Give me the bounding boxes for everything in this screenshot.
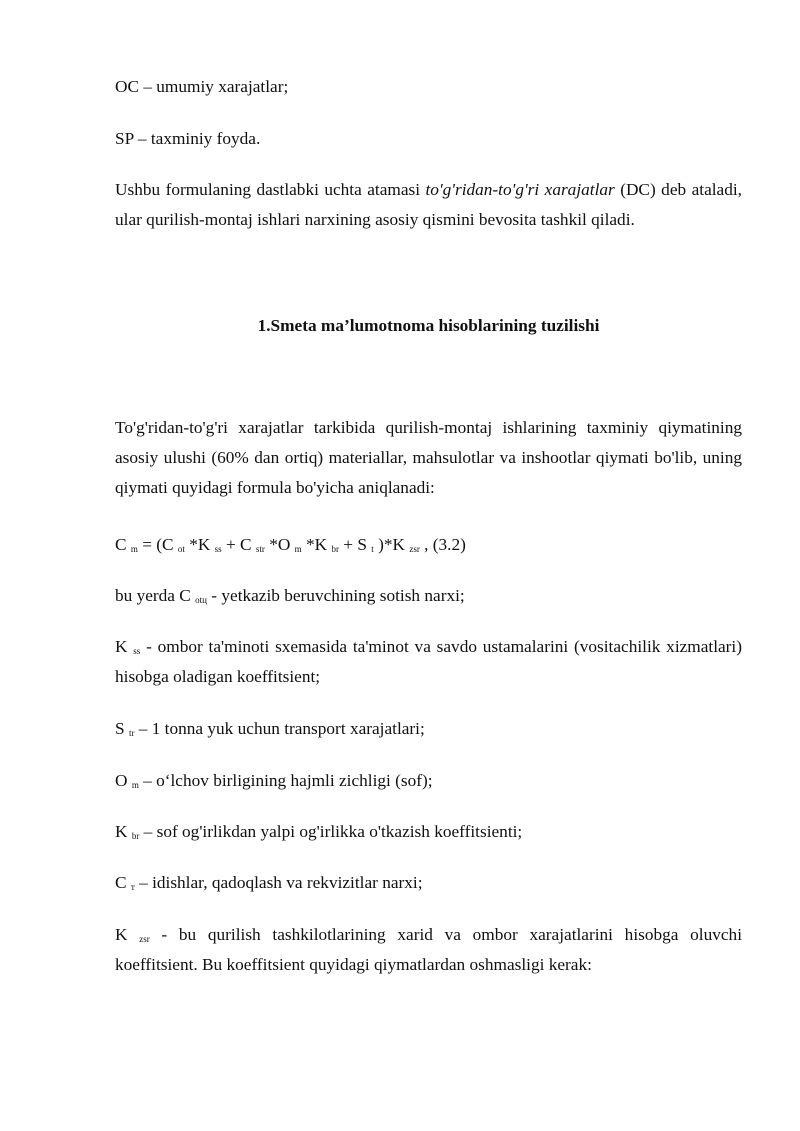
def-k-br: [115, 817, 742, 847]
def-sub: zsr: [139, 934, 150, 944]
def-text: – idishlar, qadoqlash va rekvizitlar narxi;: [134, 873, 423, 892]
formula-sub: t: [371, 544, 374, 554]
def-text: - bu qurilish tashkilotlarining xarid va ombor xarajatlarini hisobga oluvchi koeffitsient. Bu koeffitsient quyidagi qiymatlardan oshmasligi kerak:: [115, 925, 742, 974]
formula-part: *K: [184, 535, 215, 554]
formula-sub: ot: [177, 544, 185, 554]
formula-part: , (3.2): [419, 535, 466, 554]
intro-text-end: (DC) deb ataladi, ular qurilish-montaj ishlari narxining asosiy qismini bevosita tashkil qiladi.: [115, 180, 742, 229]
formula-part: = (C: [137, 535, 178, 554]
formula-sub: m: [130, 544, 138, 554]
def-text: C: [115, 873, 131, 892]
def-text: bu yerda C: [115, 586, 196, 605]
def-text: – o‘lchov birligining hajmli zichligi (sof);: [138, 771, 433, 790]
def-text: - yetkazib beruvchining sotish narxi;: [206, 586, 465, 605]
direct-costs-term: to'g'ridan-to'g'ri xarajatlar: [425, 180, 615, 199]
intro-text-start: Ushbu formulaning dastlabki uchta atamasi: [115, 180, 426, 199]
direct-costs-intro: [115, 175, 742, 235]
def-sub: ss: [133, 646, 141, 656]
def-text: K: [115, 637, 134, 656]
def-text: - ombor ta'minoti sxemasida ta'minot va savdo ustamalarini (vositachilik xizmatlari) hisobga oladigan koeffitsient;: [115, 637, 742, 686]
def-c-t: [115, 868, 742, 898]
def-s-tr: [115, 714, 742, 744]
def-text: – 1 tonna yuk uchun transport xarajatlari;: [134, 719, 425, 738]
def-text: K: [115, 925, 140, 944]
formula-sub: zsr: [409, 544, 420, 554]
def-sub: otц: [195, 595, 207, 605]
def-k-ss: [115, 632, 742, 692]
def-text: K: [115, 822, 132, 841]
sp-definition: SP – taxminiy foyda.: [115, 129, 261, 148]
def-text: O: [115, 771, 132, 790]
def-k-zsr: [115, 920, 742, 980]
formula-part: + S: [338, 535, 372, 554]
def-c-otc: [115, 581, 742, 611]
direct-costs-paragraph: To'g'ridan-to'g'ri xarajatlar tarkibida qurilish-montaj ishlarining taxminiy qiymatining asosiy ulushi (60% dan ortiq) materiallar, mahsulotlar va inshootlar qiymati bo'lib, uning qiymati quyidagi formula bo'yicha aniqlanadi:: [115, 418, 742, 497]
formula-part: *O: [264, 535, 295, 554]
def-sub: tr: [128, 728, 135, 738]
formula-part: *K: [301, 535, 332, 554]
def-sub: br: [131, 831, 140, 841]
formula-part: )*K: [373, 535, 410, 554]
def-text: – sof og'irlikdan yalpi og'irlikka o'tkazish koeffitsienti;: [139, 822, 523, 841]
formula-part: + C: [221, 535, 256, 554]
section-heading: 1.Smeta ma’lumotnoma hisoblarining tuzilishi: [257, 316, 600, 335]
def-text: S: [115, 719, 129, 738]
formula-sub: m: [294, 544, 302, 554]
oc-definition: OC – umumiy xarajatlar;: [115, 77, 289, 96]
formula-part: C: [115, 535, 131, 554]
def-sub: т: [130, 882, 135, 892]
def-sub: m: [131, 780, 139, 790]
formula-sub: str: [255, 544, 265, 554]
formula-sub: ss: [214, 544, 222, 554]
formula-sub: br: [331, 544, 339, 554]
formula-3-2: [115, 530, 742, 560]
def-o-m: [115, 766, 742, 796]
